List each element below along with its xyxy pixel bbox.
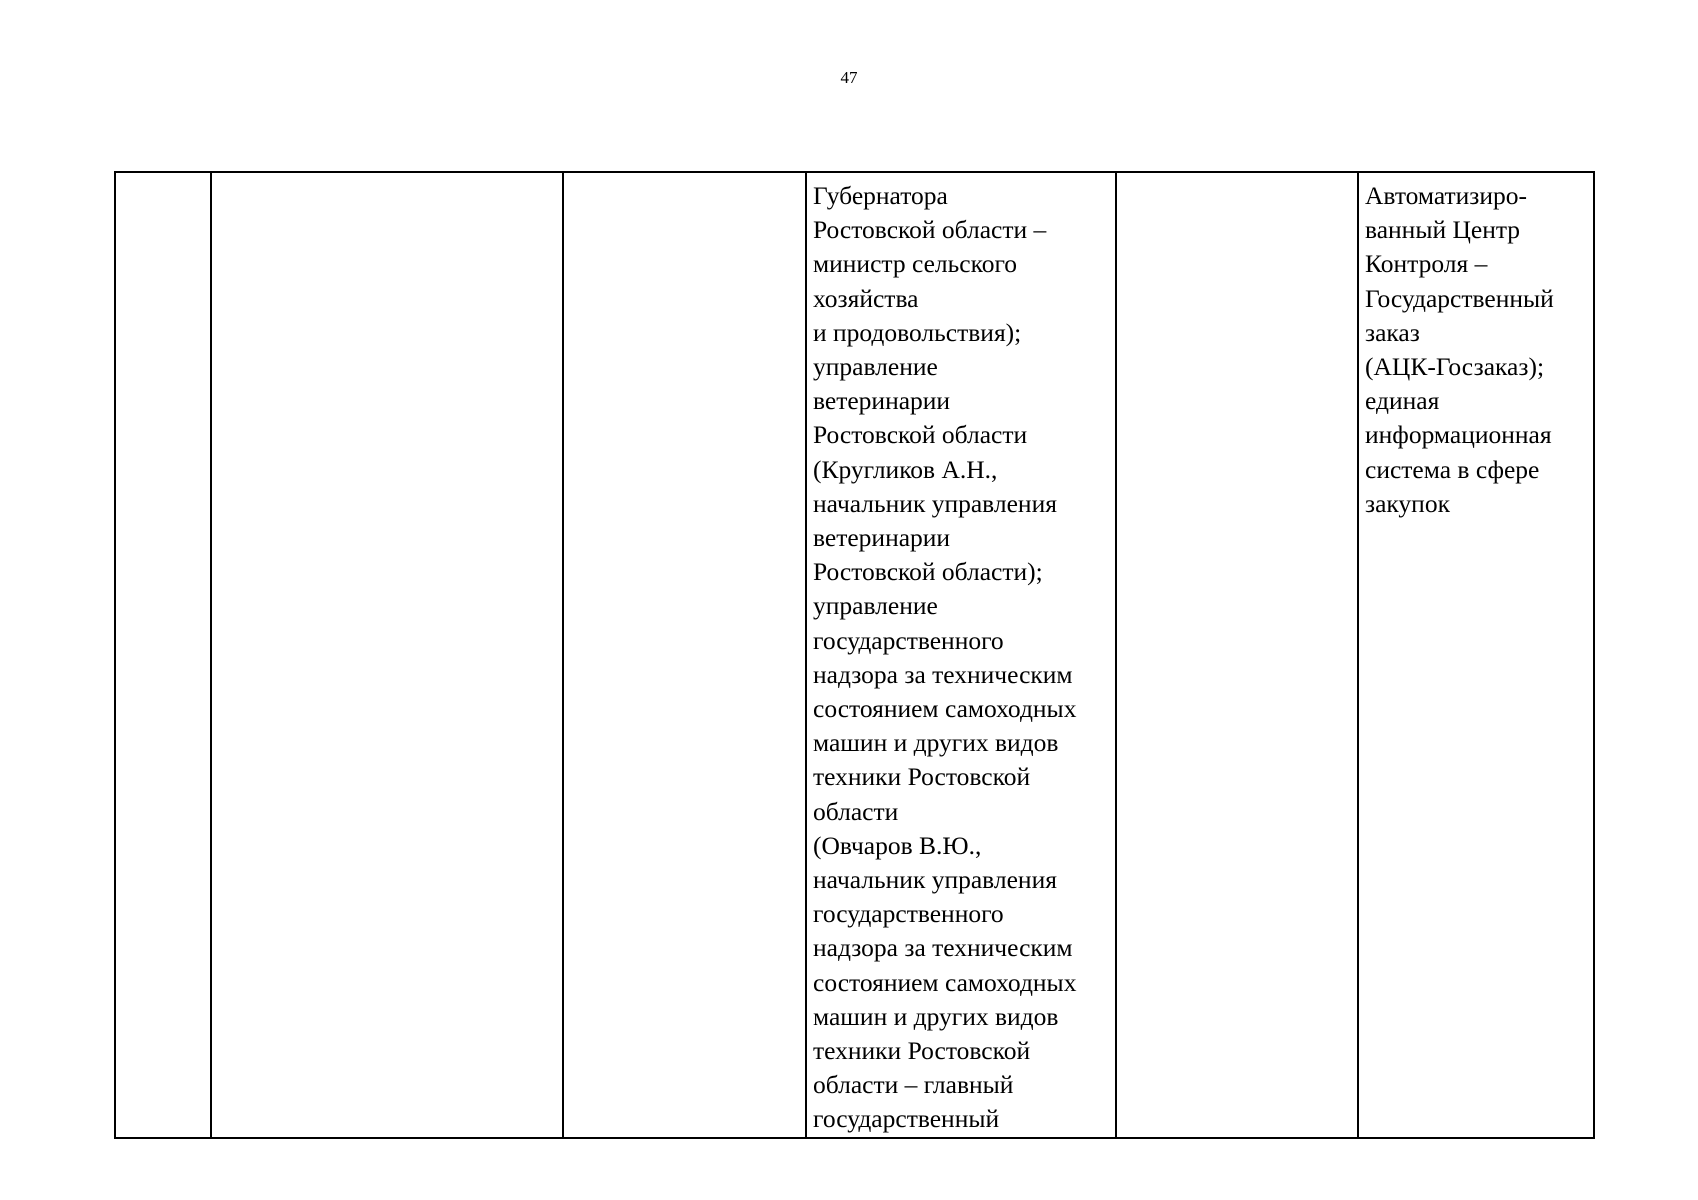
page-number: 47 (840, 68, 858, 87)
document-table (114, 171, 1595, 1139)
table-cell-information-system: Автоматизиро- ванный Центр Контроля – Государственный заказ (АЦК-Госзаказ); единая информационная система в сфере закупок (1358, 172, 1594, 1138)
table-cell-activity (211, 172, 563, 1138)
table-cell-responsible: Губернатора Ростовской области – министр сельского хозяйства и продовольствия); управление ветеринарии Ростовской области (Кругликов А.Н., начальник управления ветеринарии Ростовской области); управление государственного надзора за техническим состоянием самоходных машин и других видов техники Ростовской области (Овчаров В.Ю., начальник управления государственного надзора за техническим состоянием самоходных машин и других видов техники Ростовской области – главный государственный (806, 172, 1116, 1138)
table-cell-result (1116, 172, 1358, 1138)
table-cell-number (115, 172, 211, 1138)
table-cell-deadline (563, 172, 806, 1138)
table-row (115, 172, 1594, 1138)
